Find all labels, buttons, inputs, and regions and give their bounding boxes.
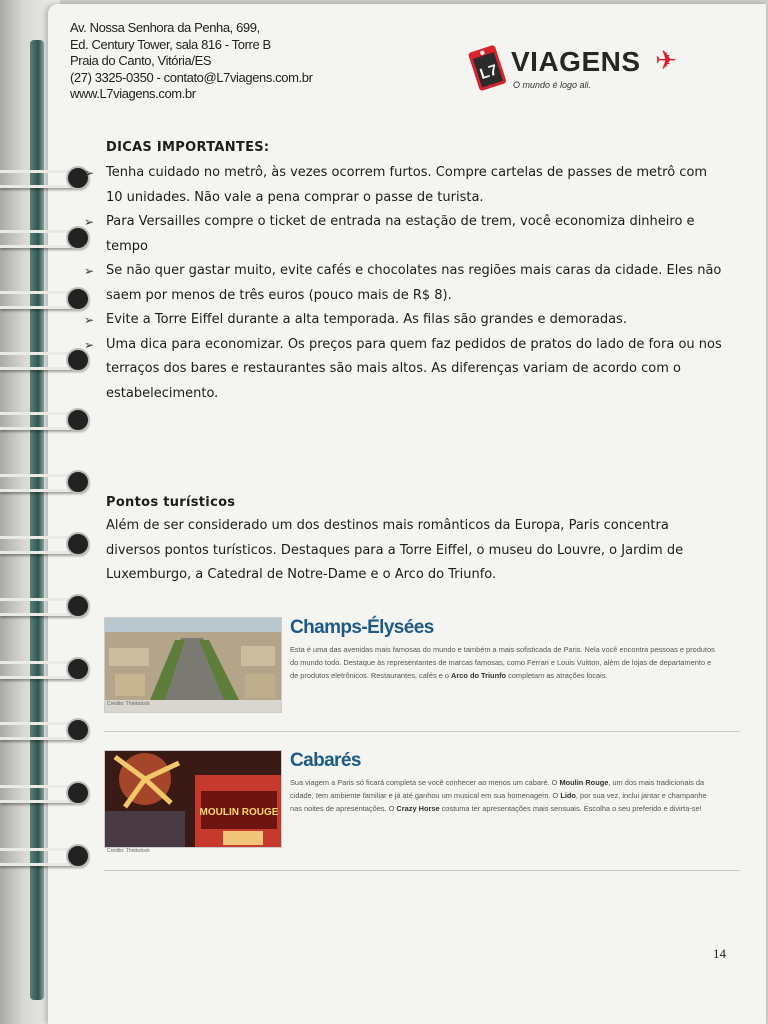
avenue-aerial-image — [105, 618, 281, 712]
sights-heading: Pontos turísticos — [106, 495, 236, 510]
tip-item — [84, 210, 726, 259]
cabares-photo — [104, 750, 282, 848]
card-champs-elysees — [104, 617, 724, 727]
luggage-tag-icon — [465, 42, 509, 92]
address-line: Ed. Century Tower, sala 816 - Torre B — [70, 36, 271, 52]
description-highlight: Moulin Rouge — [559, 778, 609, 787]
card-description — [290, 643, 720, 683]
card-cabares — [104, 750, 724, 860]
champs-elysees-photo — [104, 617, 282, 713]
description-highlight: Crazy Horse — [396, 804, 440, 814]
tip-text: Se não quer gastar muito, evite cafés e chocolates nas regiões mais caras da cidade. Eles não saem por menos de três euros (pouco mais de R$ 8). — [106, 263, 722, 303]
spiral-ring — [0, 655, 98, 681]
tip-text: Para Versailles compre o ticket de entrada na estação de trem, você economiza dinheiro e tempo — [106, 214, 695, 254]
spiral-ring — [0, 842, 98, 868]
page-number: 14 — [713, 946, 726, 961]
description-highlight: Lido — [560, 791, 576, 801]
logo-tag-text: L7 — [477, 61, 500, 84]
sights-section — [106, 495, 726, 588]
airplane-icon: ✈ — [655, 46, 677, 76]
address-line: www.L7viagens.com.br — [70, 86, 196, 101]
spiral-ring — [0, 468, 98, 494]
company-logo — [465, 38, 695, 98]
description-text: , por sua vez, inclui jantar e champanhe nas noites de apresentações. O — [290, 791, 707, 814]
spiral-ring — [0, 779, 98, 805]
sights-intro: Além de ser considerado um dos destinos mais românticos da Europa, Paris concentra diversos pontos turísticos. Destaques para a Torre Eiffel, o museu do Louvre, o Jardim de Luxemburgo, a Catedral de Notre-Dame e o Arco do Triunfo. — [106, 518, 684, 582]
address-line: Av. Nossa Senhora da Penha, 699, — [70, 20, 260, 35]
header-address — [70, 20, 313, 103]
arrow-bullet-icon: ➢ — [84, 264, 95, 278]
moulin-rouge-image — [105, 751, 281, 847]
spiral-ring — [0, 592, 98, 618]
arrow-bullet-icon: ➢ — [84, 337, 95, 352]
arrow-bullet-icon: ➢ — [84, 166, 95, 180]
arrow-bullet-icon: ➢ — [84, 313, 95, 327]
tips-section — [84, 140, 726, 406]
photo-credit: Crédito: Thinkstock — [107, 848, 150, 854]
divider — [104, 731, 740, 732]
description-highlight: Arco do Triunfo — [451, 671, 507, 681]
tip-text: Uma dica para economizar. Os preços para quem faz pedidos de pratos do lado de fora ou nos terraços dos bares e restaurantes são mais altos. As diferenças variam de acordo com o estabelecimento. — [106, 336, 722, 401]
address-line: Praia do Canto, Vitória/ES — [70, 53, 212, 68]
spiral-ring — [0, 530, 98, 556]
tips-heading: DICAS IMPORTANTES: — [106, 140, 270, 155]
logo-brand: VIAGENS — [511, 46, 641, 77]
sign-text: MOULIN ROUGE — [199, 807, 279, 818]
photo-credit: Crédito: Thinkstock — [107, 701, 150, 707]
card-description — [290, 776, 720, 816]
description-text: , um dos mais tradicionais da cidade, tem ambiente familiar e já até ganhou um musical em sua homenagem. O — [290, 778, 705, 801]
arrow-bullet-icon: ➢ — [84, 215, 95, 229]
tip-text: Tenha cuidado no metrô, às vezes ocorrem furtos. Compre cartelas de passes de metrô com 10 unidades. Não vale a pena comprar o passe de turista. — [106, 165, 708, 205]
spiral-ring — [0, 716, 98, 742]
tip-item — [84, 161, 726, 210]
card-title: Champs-Élysées — [290, 617, 434, 638]
description-text: Sua viagem a Paris só ficará completa se você conhecer ao menos um cabaré. O — [290, 778, 560, 787]
address-line: (27) 3325-0350 - contato@L7viagens.com.br — [70, 69, 313, 85]
description-text: completam as atrações locais. — [506, 671, 608, 681]
spiral-ring — [0, 406, 98, 432]
card-title: Cabarés — [290, 750, 361, 771]
description-text: Esta é uma das avenidas mais famosas do mundo e também a mais sofisticada de Paris. Nela você encontra pessoas e produtos do mundo todo. Destaque às representantes de marcas famosas, como Ferrari e Louis Vuitton, além de lojas de departamento e de produtos eletrônicos. Restaurantes, cafés e o — [290, 645, 715, 681]
logo-slogan: O mundo é logo ali. — [513, 80, 592, 90]
divider — [104, 870, 740, 871]
description-text: costuma ter apresentações mais sensuais. Escolha o seu preferido e divirta-se! — [439, 804, 702, 814]
tip-item — [84, 308, 726, 333]
tip-text: Evite a Torre Eiffel durante a alta temporada. As filas são grandes e demoradas. — [106, 312, 627, 327]
tip-item — [84, 333, 726, 407]
tip-item — [84, 259, 726, 308]
